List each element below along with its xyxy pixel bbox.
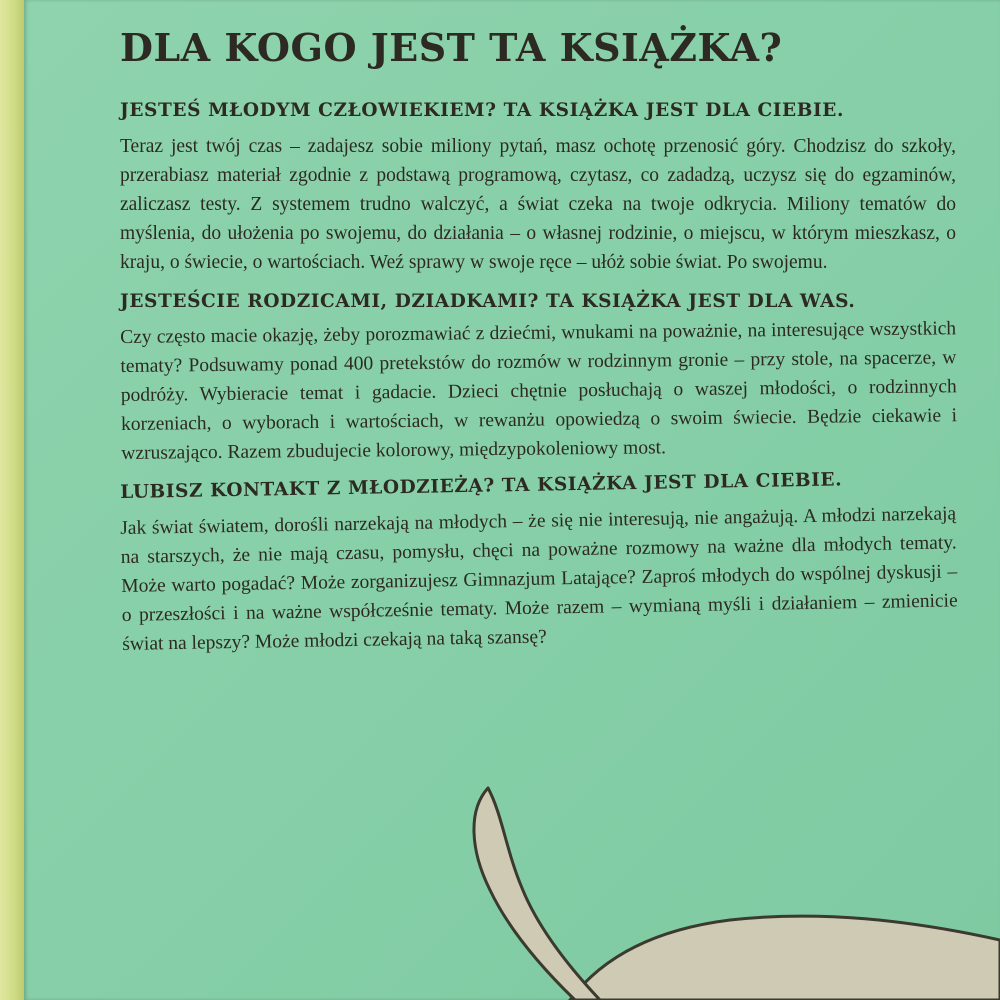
section-paragraph: Teraz jest twój czas – zadajesz sobie miliony pytań, masz ochotę przenosić góry. Chodzisz do szkoły, przerabiasz materiał zgodnie z podstawą programową, czytasz, co zadadzą, uczysz się do egzaminów, zaliczasz testy. Z systemem trudno walczyć, a świat czeka na twoje odkrycia. Miliony tematów do myślenia, do ułożenia po swojemu, do działania – o własnej rodzinie, o miejscu, w którym mieszkasz, o kraju, o świecie, o wartościach. Weź sprawy w swoje ręce – ułóż sobie świat. Po swojemu. [120, 136, 956, 273]
section-paragraph: Czy często macie okazję, żeby porozmawiać z dziećmi, wnukami na poważnie, na interesujące wszystkich tematy? Podsuwamy ponad 400 pretekstów do rozmów w rodzinnym gronie – przy stole, na spacerze, w podróży. Wybieracie temat i gadacie. Dzieci chętnie posłuchają o waszej młodości, o rodzinnych korzeniach, o wyborach i wartościach, w rewanżu opowiedzą o swoim świecie. Będzie ciekawie i wzruszająco. Razem zbudujecie kolorowy, międzypokoleniowy most. [120, 318, 958, 464]
section-youth-contact [96, 469, 966, 659]
section-paragraph: Jak świat światem, dorośli narzekają na młodych – że się nie interesują, nie angażują. A młodzi narzekają na starszych, że nie mają czasu, pomysłu, chęci na poważne rozmowy na ważne dla młodych tematy. Może warto pogadać? Może zorganizujesz Gimnazjum Latające? Zaproś młodych do wspólnej dyskusji – o przeszłości i na ważne współcześnie tematy. Może razem – wymianą myśli i działaniem – zmienicie świat na lepszy? Może młodzi czekają na taką szansę? [120, 503, 958, 655]
section-young-person [96, 96, 966, 277]
cartoon-tail-and-body-icon [440, 770, 1000, 1000]
section-parents [96, 287, 966, 468]
illustration-tail [474, 788, 600, 1000]
page-title: DLA KOGO JEST TA KSIĄŻKA? [120, 25, 783, 70]
section-heading: LUBISZ KONTAKT Z MŁODZIEŻĄ? TA KSIĄŻKA JEST DLA CIEBIE. [120, 469, 843, 503]
cover-text [96, 22, 966, 669]
illustration-body [570, 916, 1000, 1000]
section-heading: JESTEŚCIE RODZICAMI, DZIADKAMI? TA KSIĄŻKA JEST DLA WAS. [120, 291, 856, 312]
section-heading: JESTEŚ MŁODYM CZŁOWIEKIEM? TA KSIĄŻKA JEST DLA CIEBIE. [120, 100, 844, 121]
book-spine [0, 0, 26, 1000]
